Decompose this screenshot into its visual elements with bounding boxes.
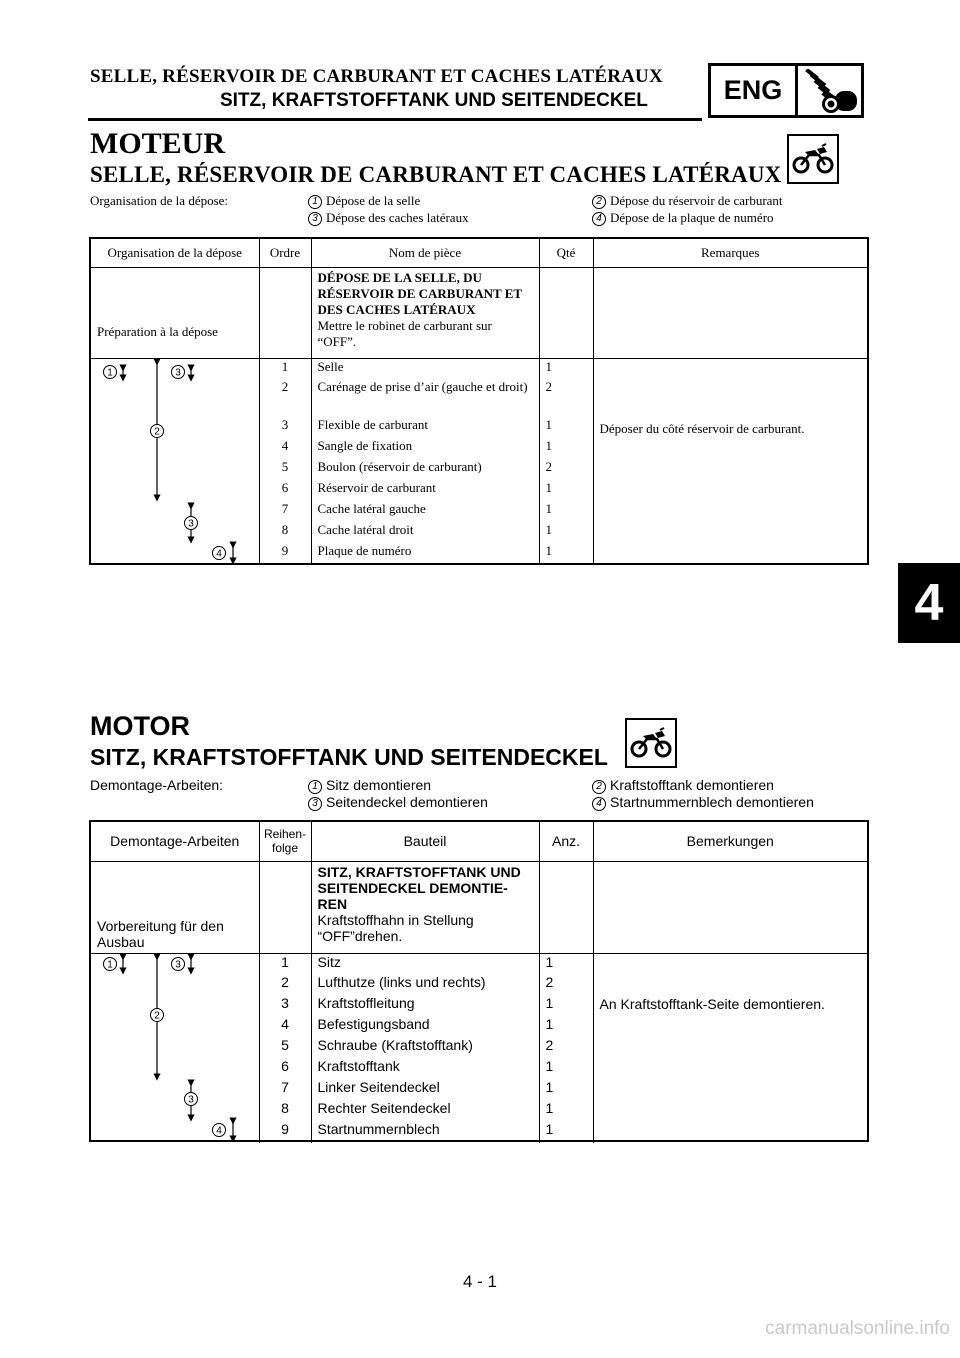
qty-cell: 2 — [539, 1037, 593, 1058]
qty-cell: 1 — [539, 1016, 593, 1037]
eng-badge — [708, 63, 864, 118]
empty-cell — [259, 267, 311, 358]
order-cell: 1 — [259, 953, 311, 974]
part-cell: Cache latéral droit — [311, 522, 539, 543]
chapter-tab: 4 — [898, 563, 960, 643]
qty-cell: 1 — [539, 543, 593, 565]
qty-cell: 1 — [539, 953, 593, 974]
part-cell: Boulon (réservoir de carburant) — [311, 459, 539, 480]
page-number: 4 - 1 — [462, 1272, 498, 1291]
part-cell: Cache latéral gauche — [311, 501, 539, 522]
prep-note: Mettre le robinet de carburant sur “OFF”. — [317, 317, 492, 349]
qty-cell: 2 — [539, 974, 593, 995]
order-cell: 1 — [259, 358, 311, 379]
qty-cell: 1 — [539, 522, 593, 543]
motorcycle-icon-box — [787, 134, 839, 184]
step-text: Dépose du réservoir de carburant — [610, 193, 783, 208]
order-cell: 5 — [259, 459, 311, 480]
qty-cell: 1 — [539, 995, 593, 1016]
prep-cell — [311, 861, 539, 953]
motorcycle-icon — [627, 720, 675, 766]
col-header: Bemerkungen — [593, 822, 867, 861]
step-text: Dépose des caches latéraux — [326, 210, 469, 225]
seq-label: 3 — [188, 518, 194, 530]
col-header: Remarques — [593, 239, 867, 267]
sequence-arrows — [91, 358, 259, 565]
seq-label: 2 — [154, 426, 160, 438]
prep-cell — [311, 267, 539, 358]
empty-cell — [593, 861, 867, 953]
part-cell: Sangle de fixation — [311, 438, 539, 459]
qty-cell: 1 — [539, 1079, 593, 1100]
seq-label: 4 — [216, 1125, 222, 1137]
remark-cell: Déposer du côté réservoir de carburant. — [593, 358, 867, 565]
step-1 — [308, 777, 431, 794]
step-number: 4 — [592, 797, 606, 811]
qty-cell: 1 — [539, 480, 593, 501]
order-cell: 9 — [259, 543, 311, 565]
qty-cell: 1 — [539, 438, 593, 459]
step-text: Dépose de la plaque de numéro — [610, 210, 774, 225]
qty-cell: 2 — [539, 459, 593, 480]
spring-shock-icon — [799, 69, 861, 117]
order-cell: 3 — [259, 995, 311, 1016]
step-number: 2 — [592, 780, 606, 794]
empty-cell — [593, 267, 867, 358]
part-cell: Sitz — [311, 953, 539, 974]
step-text: Sitz demontieren — [326, 777, 432, 793]
part-cell: Linker Seitendeckel — [311, 1079, 539, 1100]
org-label: Demontage-Arbeiten: — [90, 777, 224, 793]
motorcycle-icon — [789, 136, 837, 182]
order-cell: 4 — [259, 1016, 311, 1037]
qty-cell: 1 — [539, 358, 593, 379]
header-title-de: SITZ, KRAFTSTOFFTANK UND SEITENDECKEL — [220, 90, 648, 111]
order-cell: 7 — [259, 1079, 311, 1100]
order-cell: 9 — [259, 1121, 311, 1143]
seq-label: 3 — [175, 959, 181, 971]
motorcycle-icon-box — [625, 718, 677, 768]
step-number: 4 — [592, 212, 606, 226]
order-cell: 6 — [259, 480, 311, 501]
part-cell: Plaque de numéro — [311, 543, 539, 565]
seq-label: 1 — [107, 959, 113, 971]
col-header: Ordre — [259, 239, 311, 267]
step-1 — [308, 193, 420, 209]
empty-cell — [539, 861, 593, 953]
order-cell: 4 — [259, 438, 311, 459]
section-title-fr: MOTEUR — [90, 127, 225, 160]
part-cell: Startnummernblech — [311, 1121, 539, 1143]
qty-cell: 1 — [539, 1121, 593, 1143]
qty-cell: 1 — [539, 501, 593, 522]
seq-label: 2 — [154, 1010, 160, 1022]
step-number: 3 — [308, 212, 322, 226]
step-number: 1 — [308, 780, 322, 794]
eng-badge-label: ENG — [711, 66, 798, 115]
order-cell: 7 — [259, 501, 311, 522]
prep-note: Kraftstoffhahn in Stellung “OFF”drehen. — [317, 911, 474, 944]
prep-title: SITZ, KRAFTSTOFFTANK UND SEITENDECKEL DEMONTIE-REN — [317, 863, 521, 912]
part-cell: Lufthutze (links und rechts) — [311, 974, 539, 995]
part-cell: Befestigungsband — [311, 1016, 539, 1037]
step-text: Startnummernblech demontieren — [610, 794, 814, 810]
order-cell: 6 — [259, 1058, 311, 1079]
org-label: Organisation de la dépose: — [90, 193, 229, 208]
step-2 — [592, 193, 783, 209]
removal-steps-de — [90, 777, 870, 813]
part-cell: Réservoir de carburant — [311, 480, 539, 501]
seq-label: 3 — [175, 367, 181, 379]
part-cell: Carénage de prise d’air (gauche et droit) — [311, 379, 539, 417]
page-title-de: SITZ, KRAFTSTOFFTANK UND SEITENDECKEL — [90, 744, 608, 770]
watermark: carmanualsonline.info — [765, 1318, 950, 1339]
prep-label: Préparation à la dépose — [91, 267, 259, 358]
order-cell: 8 — [259, 522, 311, 543]
step-text: Kraftstofftank demontieren — [610, 777, 774, 793]
part-cell: Rechter Seitendeckel — [311, 1100, 539, 1121]
col-header: Bauteil — [311, 822, 539, 861]
parts-table-de — [89, 820, 869, 1142]
order-cell: 2 — [259, 974, 311, 995]
step-4 — [592, 794, 814, 811]
header-title-fr: SELLE, RÉSERVOIR DE CARBURANT ET CACHES LATÉRAUX — [90, 66, 663, 87]
qty-cell: 2 — [539, 379, 593, 417]
empty-cell — [259, 861, 311, 953]
seq-label: 4 — [216, 548, 222, 560]
step-3 — [308, 794, 488, 811]
seq-label: 3 — [188, 1094, 194, 1106]
col-header: Qté — [539, 239, 593, 267]
order-cell: 5 — [259, 1037, 311, 1058]
order-cell: 3 — [259, 417, 311, 438]
col-header: Demontage-Arbeiten — [91, 822, 259, 861]
page-title-fr: SELLE, RÉSERVOIR DE CARBURANT ET CACHES LATÉRAUX — [90, 162, 782, 187]
col-header: Nom de pièce — [311, 239, 539, 267]
removal-steps-fr — [90, 193, 870, 229]
part-cell: Selle — [311, 358, 539, 379]
header-rule — [88, 118, 702, 121]
step-3 — [308, 210, 469, 226]
part-cell: Kraftstofftank — [311, 1058, 539, 1079]
step-number: 2 — [592, 195, 606, 209]
step-number: 3 — [308, 797, 322, 811]
order-cell: 8 — [259, 1100, 311, 1121]
seq-label: 1 — [107, 367, 113, 379]
col-header: Organisation de la dépose — [91, 239, 259, 267]
part-cell: Flexible de carburant — [311, 417, 539, 438]
step-4 — [592, 210, 774, 226]
col-header: Anz. — [539, 822, 593, 861]
qty-cell: 1 — [539, 1100, 593, 1121]
remark-cell: An Kraftstofftank-Seite demontieren. — [593, 953, 867, 1143]
sequence-arrows — [91, 953, 259, 1142]
part-cell: Kraftstoffleitung — [311, 995, 539, 1016]
part-cell: Schraube (Kraftstofftank) — [311, 1037, 539, 1058]
section-title-de: MOTOR — [90, 711, 190, 741]
prep-label: Vorbereitung für den Ausbau — [91, 861, 259, 953]
order-cell: 2 — [259, 379, 311, 417]
qty-cell: 1 — [539, 417, 593, 438]
parts-table-fr — [89, 237, 869, 565]
qty-cell: 1 — [539, 1058, 593, 1079]
empty-cell — [539, 267, 593, 358]
step-text: Seitendeckel demontieren — [326, 794, 488, 810]
step-text: Dépose de la selle — [326, 193, 421, 208]
prep-title: DÉPOSE DE LA SELLE, DU RÉSERVOIR DE CARBURANT ET DES CACHES LATÉRAUX — [317, 269, 522, 317]
step-2 — [592, 777, 774, 794]
col-header: Reihen-folge — [259, 822, 311, 861]
step-number: 1 — [308, 195, 322, 209]
